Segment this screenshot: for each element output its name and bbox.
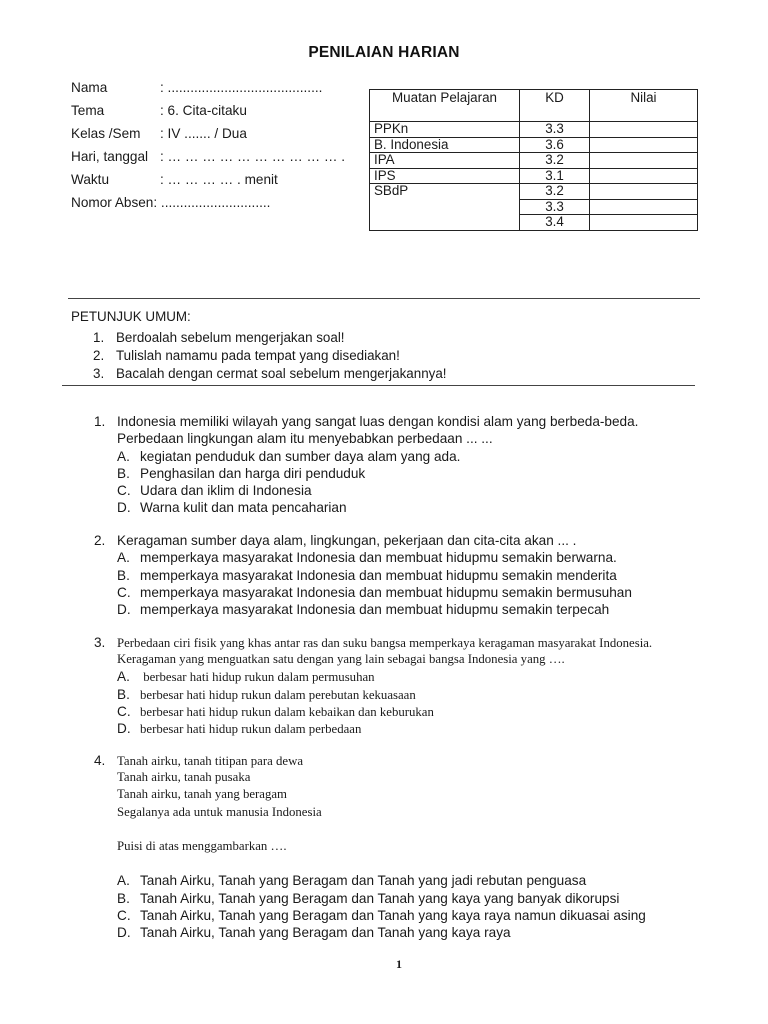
- info-label: Kelas /Sem: [71, 126, 141, 141]
- instructions-list: [93, 330, 447, 384]
- info-value-nomor-absen: : .............................: [153, 195, 271, 210]
- divider-top: [68, 298, 700, 299]
- instruction-item: [93, 366, 447, 384]
- option-c[interactable]: C. memperkaya masyarakat Indonesia dan membuat hidupmu semakin bermusuhan: [117, 584, 632, 600]
- question-stem: Keragaman yang menguatkan satu dengan yang lain sebagai bangsa Indonesia yang ….: [117, 652, 565, 667]
- instruction-item: [93, 348, 447, 366]
- info-label: Hari, tanggal: [71, 149, 149, 164]
- option-c[interactable]: C. Tanah Airku, Tanah yang Beragam dan Tanah yang kaya raya namun dikuasai asing: [117, 907, 646, 923]
- info-label: Nama: [71, 80, 108, 95]
- question-4: [94, 753, 646, 943]
- question-1: [94, 414, 638, 518]
- item-number: 2.: [93, 348, 105, 363]
- instructions-title: PETUNJUK UMUM:: [71, 309, 191, 324]
- question-number: 1.: [94, 414, 106, 429]
- poem-line: 4. Tanah airku, tanah titipan para dewa: [94, 753, 303, 768]
- option-a[interactable]: A. memperkaya masyarakat Indonesia dan membuat hidupmu semakin berwarna.: [117, 550, 617, 566]
- column-header-subject: Muatan Pelajaran: [370, 90, 520, 122]
- subject-cell: IPS: [370, 168, 520, 184]
- question-prompt: Puisi di atas menggambarkan ….: [117, 838, 287, 853]
- info-value-waktu: : … … … … . menit: [160, 172, 278, 187]
- nilai-cell[interactable]: [590, 153, 698, 169]
- option-b[interactable]: B. memperkaya masyarakat Indonesia dan membuat hidupmu semakin menderita: [117, 567, 617, 583]
- kd-cell: 3.4: [520, 215, 590, 231]
- option-a[interactable]: A. kegiatan penduduk dan sumber daya alam yang ada.: [117, 448, 461, 464]
- nilai-cell[interactable]: [590, 168, 698, 184]
- option-c[interactable]: C. Udara dan iklim di Indonesia: [117, 483, 312, 499]
- table-row: [370, 184, 698, 200]
- info-value-nama: : .........................................: [160, 80, 323, 95]
- kd-cell: 3.2: [520, 153, 590, 169]
- info-label: Tema: [71, 103, 105, 118]
- kd-cell: 3.6: [520, 137, 590, 153]
- kd-cell: 3.3: [520, 122, 590, 138]
- subject-cell: SBdP: [370, 184, 520, 231]
- nilai-cell[interactable]: [590, 199, 698, 215]
- nilai-cell[interactable]: [590, 184, 698, 200]
- item-text: Berdoalah sebelum mengerjakan soal!: [116, 330, 345, 345]
- column-header-kd: KD: [520, 90, 590, 122]
- question-number: 2.: [94, 533, 106, 548]
- question-stem: 1. Indonesia memiliki wilayah yang sangat luas dengan kondisi alam yang berbeda-beda.: [94, 414, 639, 429]
- subject-cell: IPA: [370, 153, 520, 169]
- table-row: [370, 122, 698, 138]
- option-a[interactable]: A. Tanah Airku, Tanah yang Beragam dan Tanah yang jadi rebutan penguasa: [117, 873, 587, 889]
- info-value-hari-tanggal: : … … … … … … … … … … .: [160, 149, 346, 164]
- table-row: [370, 168, 698, 184]
- info-value-kelas: : IV ....... / Dua: [160, 126, 247, 141]
- info-row-nomor-absen: [71, 195, 270, 210]
- item-number: 3.: [93, 366, 105, 381]
- option-d[interactable]: D. Warna kulit dan mata pencaharian: [117, 500, 347, 516]
- poem-line: Segalanya ada untuk manusia Indonesia: [117, 804, 322, 819]
- nilai-cell[interactable]: [590, 215, 698, 231]
- option-b[interactable]: B. berbesar hati hidup rukun dalam perebutan kekuasaan: [117, 686, 416, 702]
- divider-bottom: [62, 385, 695, 386]
- kd-cell: 3.2: [520, 184, 590, 200]
- option-c[interactable]: C. berbesar hati hidup rukun dalam kebaikan dan keburukan: [117, 703, 434, 719]
- item-text: Bacalah dengan cermat soal sebelum mengerjakannya!: [116, 366, 447, 381]
- subject-cell: B. Indonesia: [370, 137, 520, 153]
- poem-line: Tanah airku, tanah yang beragam: [117, 787, 288, 802]
- question-number: 4.: [94, 753, 106, 768]
- option-a[interactable]: A. berbesar hati hidup rukun dalam permusuhan: [117, 669, 375, 685]
- instruction-item: [93, 330, 447, 348]
- question-stem: 3. Perbedaan ciri fisik yang khas antar ras dan suku bangsa memperkaya keragaman masyarakat Indonesia.: [94, 635, 653, 650]
- question-stem: Perbedaan lingkungan alam itu menyebabkan perbedaan ... ...: [117, 431, 493, 447]
- item-number: 1.: [93, 330, 105, 345]
- poem-line: Tanah airku, tanah pusaka: [117, 770, 251, 785]
- page-number: 1: [396, 957, 402, 971]
- subject-cell: PPKn: [370, 122, 520, 138]
- question-3: [94, 635, 652, 738]
- option-d[interactable]: D. memperkaya masyarakat Indonesia dan membuat hidupmu semakin terpecah: [117, 602, 610, 618]
- question-stem: 2. Keragaman sumber daya alam, lingkungan, pekerjaan dan cita-cita akan ... .: [94, 533, 577, 548]
- table-row: [370, 153, 698, 169]
- page-title: PENILAIAN HARIAN: [308, 44, 460, 61]
- option-b[interactable]: B. Penghasilan dan harga diri penduduk: [117, 465, 366, 481]
- nilai-cell[interactable]: [590, 122, 698, 138]
- column-header-nilai: Nilai: [590, 90, 698, 122]
- option-d[interactable]: D. Tanah Airku, Tanah yang Beragam dan Tanah yang kaya raya: [117, 925, 511, 941]
- kd-cell: 3.1: [520, 168, 590, 184]
- info-value-tema: : 6. Cita-citaku: [160, 103, 247, 118]
- question-2: [94, 533, 632, 619]
- table-row: [370, 137, 698, 153]
- score-table: [369, 89, 698, 231]
- item-text: Tulislah namamu pada tempat yang disediakan!: [116, 348, 400, 363]
- table-header-row: [370, 90, 698, 122]
- kd-cell: 3.3: [520, 199, 590, 215]
- info-label: Nomor Absen: [71, 195, 154, 210]
- option-d[interactable]: D. berbesar hati hidup rukun dalam perbedaan: [117, 720, 362, 736]
- question-number: 3.: [94, 635, 106, 650]
- info-label: Waktu: [71, 172, 110, 187]
- option-b[interactable]: B. Tanah Airku, Tanah yang Beragam dan Tanah yang kaya yang banyak dikorupsi: [117, 890, 620, 906]
- nilai-cell[interactable]: [590, 137, 698, 153]
